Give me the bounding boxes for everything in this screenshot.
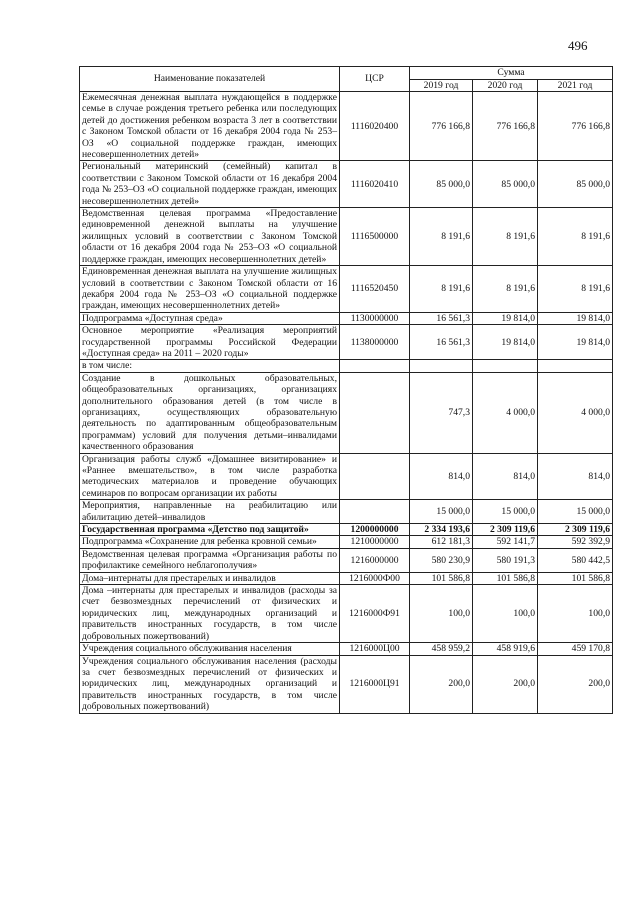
row-code: 1200000000 — [340, 524, 410, 536]
table-row — [80, 161, 613, 208]
row-value-2019: 15 000,0 — [410, 500, 473, 524]
row-value-2019: 16 561,3 — [410, 312, 473, 324]
table-row — [80, 312, 613, 324]
row-name: Подпрограмма «Доступная среда» — [80, 312, 340, 324]
row-value-2019: 100,0 — [410, 585, 473, 643]
row-value-2019: 16 561,3 — [410, 325, 473, 360]
row-value-2020: 2 309 119,6 — [473, 524, 538, 536]
row-value-2019: 776 166,8 — [410, 92, 473, 161]
table-row — [80, 208, 613, 266]
row-code — [340, 372, 410, 453]
budget-table — [79, 66, 613, 714]
header-year-2020: 2020 год — [473, 79, 538, 92]
row-name: Ведомственная целевая программа «Организация работы по профилактике семейного неблагополучия» — [80, 548, 340, 572]
row-name: Ведомственная целевая программа «Предоставление единовременной денежной выплаты на улучшение жилищных условий в соответствии с Законом Томской области от 16 декабря 2004 года № 253–ОЗ «О социальной поддержке граждан, имеющих несовершеннолетних детей» — [80, 208, 340, 266]
row-value-2019 — [410, 360, 473, 372]
table-row — [80, 453, 613, 500]
row-value-2019: 814,0 — [410, 453, 473, 500]
row-value-2021: 8 191,6 — [538, 266, 613, 313]
row-code: 1216000Ф91 — [340, 585, 410, 643]
table-row — [80, 643, 613, 655]
row-value-2020: 19 814,0 — [473, 312, 538, 324]
row-name: Единовременная денежная выплата на улучшение жилищных условий в соответствии с Законом Томской области от 16 декабря 2004 года № 253–ОЗ «О социальной поддержке граждан, имеющих несовершеннолетних детей» — [80, 266, 340, 313]
row-value-2021: 85 000,0 — [538, 161, 613, 208]
table-row — [80, 372, 613, 453]
row-value-2021: 814,0 — [538, 453, 613, 500]
row-code: 1130000000 — [340, 312, 410, 324]
row-code — [340, 360, 410, 372]
row-value-2020: 580 191,3 — [473, 548, 538, 572]
row-code: 1116020400 — [340, 92, 410, 161]
row-value-2020 — [473, 360, 538, 372]
table-row — [80, 536, 613, 548]
row-value-2020: 15 000,0 — [473, 500, 538, 524]
header-year-2019: 2019 год — [410, 79, 473, 92]
row-name: Региональный материнский (семейный) капитал в соответствии с Законом Томской области от 16 декабря 2004 года № 253–ОЗ «О социальной поддержке граждан, имеющих несовершеннолетних детей» — [80, 161, 340, 208]
row-name: в том числе: — [80, 360, 340, 372]
row-name: Ежемесячная денежная выплата нуждающейся в поддержке семье в случае рождения третьего ребенка или последующих детей до достижения ребенком возраста 3 лет в соответствии с Законом Томской области от 16 декабря 2004 года № 253–ОЗ «О социальной поддержке граждан, имеющих несовершеннолетних детей» — [80, 92, 340, 161]
row-name: Дома–интернаты для престарелых и инвалидов — [80, 572, 340, 584]
row-value-2021: 2 309 119,6 — [538, 524, 613, 536]
row-value-2019: 8 191,6 — [410, 208, 473, 266]
row-code: 1210000000 — [340, 536, 410, 548]
row-value-2019: 458 959,2 — [410, 643, 473, 655]
row-value-2021: 4 000,0 — [538, 372, 613, 453]
table-row — [80, 572, 613, 584]
row-value-2020: 101 586,8 — [473, 572, 538, 584]
table-row — [80, 548, 613, 572]
row-value-2019: 200,0 — [410, 655, 473, 713]
row-code: 1216000Ц00 — [340, 643, 410, 655]
table-row — [80, 360, 613, 372]
row-value-2020: 200,0 — [473, 655, 538, 713]
row-value-2020: 4 000,0 — [473, 372, 538, 453]
row-code: 1216000Ф00 — [340, 572, 410, 584]
row-value-2020: 776 166,8 — [473, 92, 538, 161]
row-value-2019: 580 230,9 — [410, 548, 473, 572]
row-value-2021: 101 586,8 — [538, 572, 613, 584]
table-row — [80, 585, 613, 643]
row-value-2020: 19 814,0 — [473, 325, 538, 360]
row-code: 1116520450 — [340, 266, 410, 313]
table-row — [80, 325, 613, 360]
row-value-2021: 19 814,0 — [538, 325, 613, 360]
row-code: 1216000Ц91 — [340, 655, 410, 713]
row-value-2021: 200,0 — [538, 655, 613, 713]
table-row — [80, 266, 613, 313]
row-code: 1116500000 — [340, 208, 410, 266]
row-value-2020: 592 141,7 — [473, 536, 538, 548]
row-name: Государственная программа «Детство под защитой» — [80, 524, 340, 536]
header-code: ЦСР — [340, 67, 410, 92]
row-value-2020: 85 000,0 — [473, 161, 538, 208]
row-value-2020: 8 191,6 — [473, 208, 538, 266]
row-value-2021: 8 191,6 — [538, 208, 613, 266]
row-value-2019: 101 586,8 — [410, 572, 473, 584]
row-value-2021: 592 392,9 — [538, 536, 613, 548]
row-code — [340, 500, 410, 524]
row-name: Мероприятия, направленные на реабилитацию или абилитацию детей–инвалидов — [80, 500, 340, 524]
row-value-2020: 458 919,6 — [473, 643, 538, 655]
row-value-2019: 8 191,6 — [410, 266, 473, 313]
row-name: Подпрограмма «Сохранение для ребенка кровной семьи» — [80, 536, 340, 548]
row-value-2021: 19 814,0 — [538, 312, 613, 324]
row-name: Основное мероприятие «Реализация мероприятий государственной программы Российской Федерации «Доступная среда» на 2011 – 2020 годы» — [80, 325, 340, 360]
header-year-2021: 2021 год — [538, 79, 613, 92]
table-row — [80, 500, 613, 524]
row-name: Дома –интернаты для престарелых и инвалидов (расходы за счет безвозмездных перечислений от физических и юридических лиц, международных организаций и правительств иностранных государств, в том числе добровольных пожертвований) — [80, 585, 340, 643]
page-number: 496 — [568, 38, 588, 53]
row-value-2020: 814,0 — [473, 453, 538, 500]
row-value-2019: 85 000,0 — [410, 161, 473, 208]
row-value-2021: 580 442,5 — [538, 548, 613, 572]
row-code: 1116020410 — [340, 161, 410, 208]
row-name: Организация работы служб «Домашнее визитирование» и «Раннее вмешательство», в том числе разработка методических материалов и проведение обучающих семинаров по вопросам организации их работы — [80, 453, 340, 500]
row-value-2021 — [538, 360, 613, 372]
row-code: 1216000000 — [340, 548, 410, 572]
row-value-2019: 612 181,3 — [410, 536, 473, 548]
row-code: 1138000000 — [340, 325, 410, 360]
row-value-2020: 8 191,6 — [473, 266, 538, 313]
row-value-2021: 776 166,8 — [538, 92, 613, 161]
row-value-2019: 2 334 193,6 — [410, 524, 473, 536]
table-row — [80, 92, 613, 161]
table-row — [80, 524, 613, 536]
row-name: Учреждения социального обслуживания населения — [80, 643, 340, 655]
row-code — [340, 453, 410, 500]
row-value-2019: 747,3 — [410, 372, 473, 453]
row-value-2021: 459 170,8 — [538, 643, 613, 655]
row-name: Создание в дошкольных образовательных, общеобразовательных организациях, организациях дополнительного образования детей (в том числе в организациях, осуществляющих образовательную деятельность по адаптированным общеобразовательным программам) условий для получения детьми–инвалидами качественного образования — [80, 372, 340, 453]
row-name: Учреждения социального обслуживания населения (расходы за счет безвозмездных перечислений от физических и юридических лиц, международных организаций и правительств иностранных государств, в том числе добровольных пожертвований) — [80, 655, 340, 713]
header-sum: Сумма — [410, 67, 613, 80]
header-name: Наименование показателей — [80, 67, 340, 92]
row-value-2021: 100,0 — [538, 585, 613, 643]
row-value-2021: 15 000,0 — [538, 500, 613, 524]
row-value-2020: 100,0 — [473, 585, 538, 643]
table-row — [80, 655, 613, 713]
